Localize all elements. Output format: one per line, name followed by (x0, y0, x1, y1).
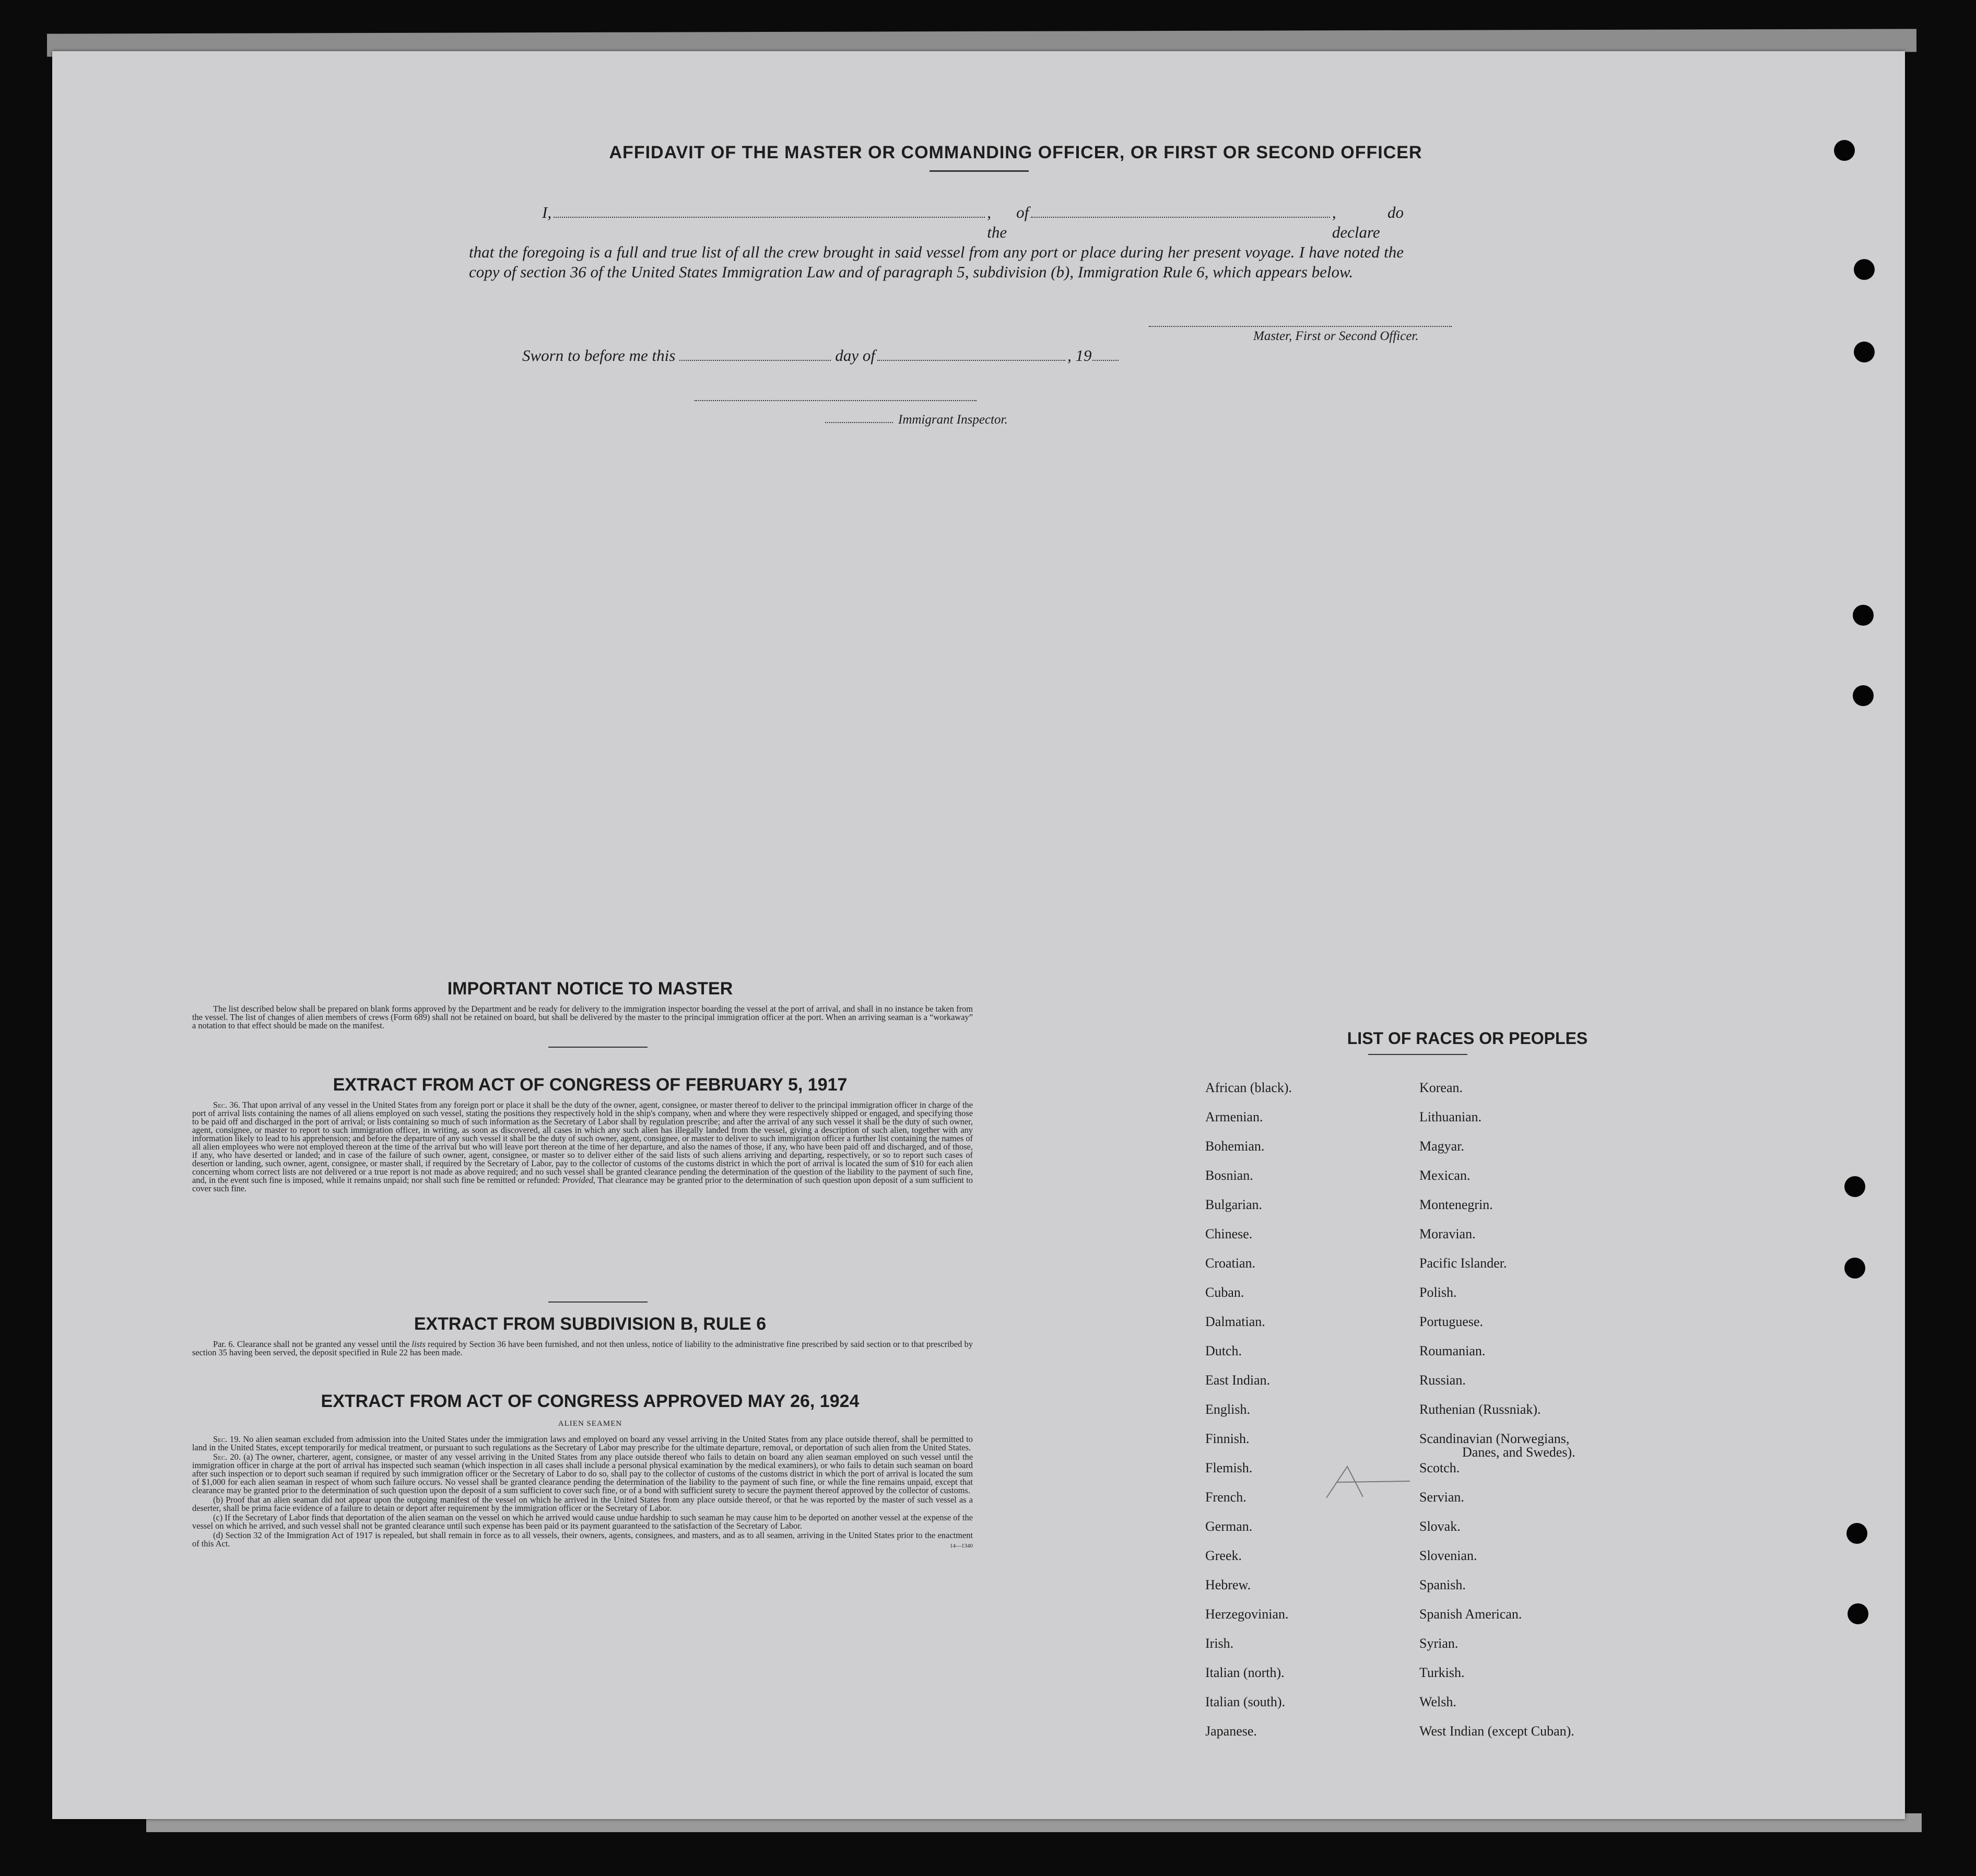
race-item: Italian (south). (1205, 1694, 1286, 1709)
race-item: Greek. (1205, 1548, 1242, 1563)
notice-text (192, 1005, 973, 1031)
race-item: Herzegovinian. (1205, 1607, 1289, 1622)
section-rule (548, 1047, 648, 1048)
race-item: German. (1205, 1519, 1253, 1534)
race-item: Syrian. (1419, 1636, 1459, 1651)
race-item: Japanese. (1205, 1723, 1257, 1739)
title-rule (930, 170, 1029, 172)
pencil-mark-icon (1316, 1456, 1420, 1503)
vessel-name-field[interactable] (1031, 212, 1330, 218)
race-item: Cuban. (1205, 1285, 1244, 1300)
race-item: Portuguese. (1419, 1314, 1484, 1329)
master-signature-line[interactable] (1149, 326, 1452, 327)
year-prefix: , 19 (1067, 346, 1092, 365)
extract-1924-title: EXTRACT FROM ACT OF CONGRESS APPROVED MAY 26, 1924 (321, 1391, 860, 1411)
race-item: Scotch. (1419, 1460, 1460, 1475)
rule6-lists: lists (411, 1339, 426, 1349)
officer-name-field[interactable] (554, 212, 985, 218)
sworn-year-field[interactable] (1092, 355, 1119, 361)
race-item: Welsh. (1419, 1694, 1456, 1709)
race-item: Ruthenian (Russniak). (1419, 1402, 1541, 1417)
sec36-text: That upon arrival of any vessel in the United States from any foreign port or place it shall be the duty of the owner, agent, consignee, or master thereof to deliver to the principal immigration officer in charge of the port of arrival lists containing the names of all aliens employed on such vessel, stating the positions they respectively hold in the ship's company, when and where they were respectively shipped or engaged, and specifying those to be paid off and discharged in the port of arrival; or lists containing so much of such information as the Secretary of Labor shall by regulation prescribe; and after the arrival of any such vessel it shall be the duty of such owner, agent, consignee, or master to report to such immigration officer, in writing, as soon as discovered, all cases in which any such alien has illegally landed from the vessel, giving a description of such alien, together with any information likely to lead to his apprehension; and before the departure of any such vessel it shall be the duty of such owner, agent, consignee, or master to deliver to such immigration officer a further list containing the names of all alien employees who were not employed thereon at the time of the arrival but who will leave port thereon at the time of her departure, and also the names of those, if any, who have been paid off and discharged, and of those, if any, who have deserted or landed; and in case of the failure of such owner, agent, consignee, or master so to deliver either of the said lists of such aliens arriving and departing, respectively, or so to report such cases of desertion or landing, such owner, agent, consignee, or master shall, if required by the Secretary of Labor, pay to the collector of customs of the customs district in which the port of arrival is located the sum of $10 for each alien concerning whom correct lists are not delivered or a true report is not made as above required; and no such vessel shall be granted clearance pending the determination of the question of the liability to the payment of such fine, and, in the event such fine is imposed, while it remains unpaid; nor shall such fine be remitted or refunded: (192, 1100, 973, 1185)
sec36-text-end: That clearance may be granted prior to the determination of such question upon deposit of a sum sufficient to cover such fine. (192, 1175, 973, 1193)
race-item: Bohemian. (1205, 1139, 1265, 1154)
affidavit-i: I, (542, 203, 552, 221)
race-item: Dutch. (1205, 1343, 1242, 1358)
extract-rule6-text (192, 1340, 973, 1358)
punch-hole-icon (1853, 605, 1874, 626)
extract-1924-text (192, 1435, 973, 1550)
rule6-text-a: Par. 6. Clearance shall not be granted any vessel until the (213, 1339, 410, 1349)
sworn-day-field[interactable] (679, 355, 831, 361)
race-item: Roumanian. (1419, 1343, 1486, 1358)
extract-1917-text (192, 1101, 973, 1194)
sec20c-text: (c) If the Secretary of Labor finds that deportation of the alien seaman on the vessel on which he arrived would cause undue hardship to such seaman he may cause him to be deported on another vessel at the expense of the vessel on which he arrived, and such vessel shall not be granted clearance until such expense has been paid or its payment guaranteed to the satisfaction of the Secretary of Labor. (192, 1512, 973, 1531)
sworn-month-field[interactable] (877, 355, 1065, 361)
affidavit-of-the: , of the (987, 203, 1029, 241)
day-of-text: day of (835, 346, 875, 365)
sworn-line (522, 346, 1119, 365)
race-item: Flemish. (1205, 1460, 1253, 1475)
notice-title: IMPORTANT NOTICE TO MASTER (447, 979, 733, 999)
punch-hole-icon (1853, 685, 1874, 706)
race-item: East Indian. (1205, 1373, 1271, 1388)
race-item: Italian (north). (1205, 1665, 1285, 1680)
punch-hole-icon (1854, 259, 1875, 280)
race-item: Spanish American. (1419, 1607, 1522, 1622)
race-item: Korean. (1419, 1080, 1463, 1095)
notice-paragraph: The list described below shall be prepared on blank forms approved by the Department and be ready for delivery to the immigration inspector boarding the vessel at the port of arrival, and shall in no instance be taken from the vessel. The list of changes of alien members of crews (Form 689) shall not be retained on board, but shall be delivered by the master to the principal immigration officer at the port. When an arriving seaman is a “workaway” a notation to that effect should be made on the manifest. (192, 1004, 973, 1030)
race-item: West Indian (except Cuban). (1419, 1723, 1574, 1739)
race-item: French. (1205, 1490, 1246, 1505)
race-item: Armenian. (1205, 1109, 1263, 1124)
sec20a-text: (a) The owner, charterer, agent, consignee, or master of any vessel arriving in the United States from any place outside thereof who fails to detain on board any alien seaman employed on such vessel until the immigration officer in charge at the port of arrival has inspected such seaman (which inspection in all cases shall include a personal physical examination by the medical examiners), or who fails to detain such seaman on board after such inspection or to deport such seaman if required by such immigration officer or the Secretary of Labor to do so, shall pay to the collector of customs of the customs district in which the port of arrival is located the sum of $1,000 for each alien seaman in respect of whom such failure occurs. No vessel shall be granted clearance pending the determination of the liability to the payment of such fine, or while the fine remains unpaid, except that clearance may be granted prior to the determination of such question upon the deposit of a sum sufficient to cover such fine, or of a bond with sufficient surety to secure the payment thereof approved by the collector of customs. (192, 1452, 973, 1495)
race-item: Slovenian. (1419, 1548, 1477, 1563)
section-rule (548, 1302, 648, 1303)
race-item: Polish. (1419, 1285, 1457, 1300)
race-item: Magyar. (1419, 1139, 1464, 1154)
inspector-label: Immigrant Inspector. (898, 413, 1008, 427)
punch-hole-icon (1844, 1258, 1865, 1279)
sec20b-text: (b) Proof that an alien seaman did not appear upon the outgoing manifest of the vessel on which he arrived in the United States from any place outside thereof, or that he was reported by the master of such vessel as a deserter, shall be prima facie evidence of a failure to detain or deport after requirement by the immigration officer or the Secretary of Labor. (192, 1495, 973, 1513)
race-item: Dalmatian. (1205, 1314, 1265, 1329)
affidavit-statement: that the foregoing is a full and true list of all the crew brought in said vessel from any port or place during her present voyage. I have noted the copy of section 36 of the United States Immigration Law and of paragraph 5, subdivision (b), Immigration Rule 6, which appears below. (469, 243, 1404, 281)
races-title-rule (1368, 1054, 1467, 1055)
race-item: Servian. (1419, 1490, 1464, 1505)
sec20d-text: (d) Section 32 of the Immigration Act of 1917 is repealed, but shall remain in force as to all vessels, their owners, agents, consignees, and masters, and as to all seamen, arriving in the United States prior to the enactment of this Act. (192, 1530, 973, 1549)
race-item: Hebrew. (1205, 1577, 1251, 1592)
race-item: Russian. (1419, 1373, 1466, 1388)
master-signature-label: Master, First or Second Officer. (1253, 329, 1419, 343)
punch-hole-icon (1834, 140, 1855, 161)
race-item: African (black). (1205, 1080, 1292, 1095)
race-item-continuation: Danes, and Swedes). (1462, 1445, 1575, 1460)
punch-hole-icon (1846, 1523, 1867, 1544)
race-item: Pacific Islander. (1419, 1256, 1507, 1271)
inspector-signature-line[interactable] (695, 400, 977, 401)
affidavit-body (469, 203, 1404, 282)
alien-seamen-subtitle: ALIEN SEAMEN (558, 1420, 622, 1428)
sec36-label: Sec. 36. (213, 1100, 240, 1110)
race-item: Irish. (1205, 1636, 1234, 1651)
provided-text: Provided, (562, 1175, 596, 1185)
race-item: Scandinavian (Norwegians, (1419, 1431, 1570, 1446)
race-item: Finnish. (1205, 1431, 1250, 1446)
race-item: Croatian. (1205, 1256, 1256, 1271)
race-item: Chinese. (1205, 1226, 1253, 1241)
race-item: Bosnian. (1205, 1168, 1253, 1183)
race-item: English. (1205, 1402, 1250, 1417)
race-item: Moravian. (1419, 1226, 1476, 1241)
affidavit-do-declare: , do declare (1332, 203, 1404, 241)
race-item: Turkish. (1419, 1665, 1465, 1680)
sworn-text: Sworn to before me this (522, 346, 676, 365)
sec19-label: Sec. 19. (213, 1434, 241, 1444)
form-number: 14—1340 (950, 1543, 973, 1549)
rule6-text-b: required by Section 36 have been furnished, and not then unless, notice of liability to the administrative fine prescribed by said section or to that prescribed by section 35 having been served, the deposit specified in Rule 22 has been made. (192, 1339, 973, 1357)
affidavit-title: AFFIDAVIT OF THE MASTER OR COMMANDING OFFICER, OR FIRST OR SECOND OFFICER (609, 143, 1422, 162)
sec20-label: Sec. 20. (213, 1452, 241, 1462)
extract-rule6-title: EXTRACT FROM SUBDIVISION B, RULE 6 (414, 1314, 767, 1334)
punch-hole-icon (1854, 342, 1875, 362)
document-page (52, 51, 1905, 1819)
race-item: Bulgarian. (1205, 1197, 1263, 1212)
race-item: Spanish. (1419, 1577, 1466, 1592)
race-item: Lithuanian. (1419, 1109, 1482, 1124)
sec19-text: No alien seaman excluded from admission into the United States under the immigration laws and employed on board any vessel arriving in the United States from any place outside thereof, shall be permitted to land in the United States, except temporarily for medical treatment, or pursuant to such regulations as the Secretary of Labor may prescribe for the ultimate departure, removal, or deportation of such alien from the United States. (192, 1434, 973, 1452)
races-title: LIST OF RACES OR PEOPLES (1347, 1029, 1588, 1048)
race-item: Montenegrin. (1419, 1197, 1493, 1212)
punch-hole-icon (1844, 1176, 1865, 1197)
race-item: Mexican. (1419, 1168, 1471, 1183)
inspector-sub-line (825, 422, 893, 423)
punch-hole-icon (1848, 1603, 1868, 1624)
race-item: Slovak. (1419, 1519, 1461, 1534)
extract-1917-title: EXTRACT FROM ACT OF CONGRESS OF FEBRUARY 5, 1917 (333, 1075, 848, 1095)
